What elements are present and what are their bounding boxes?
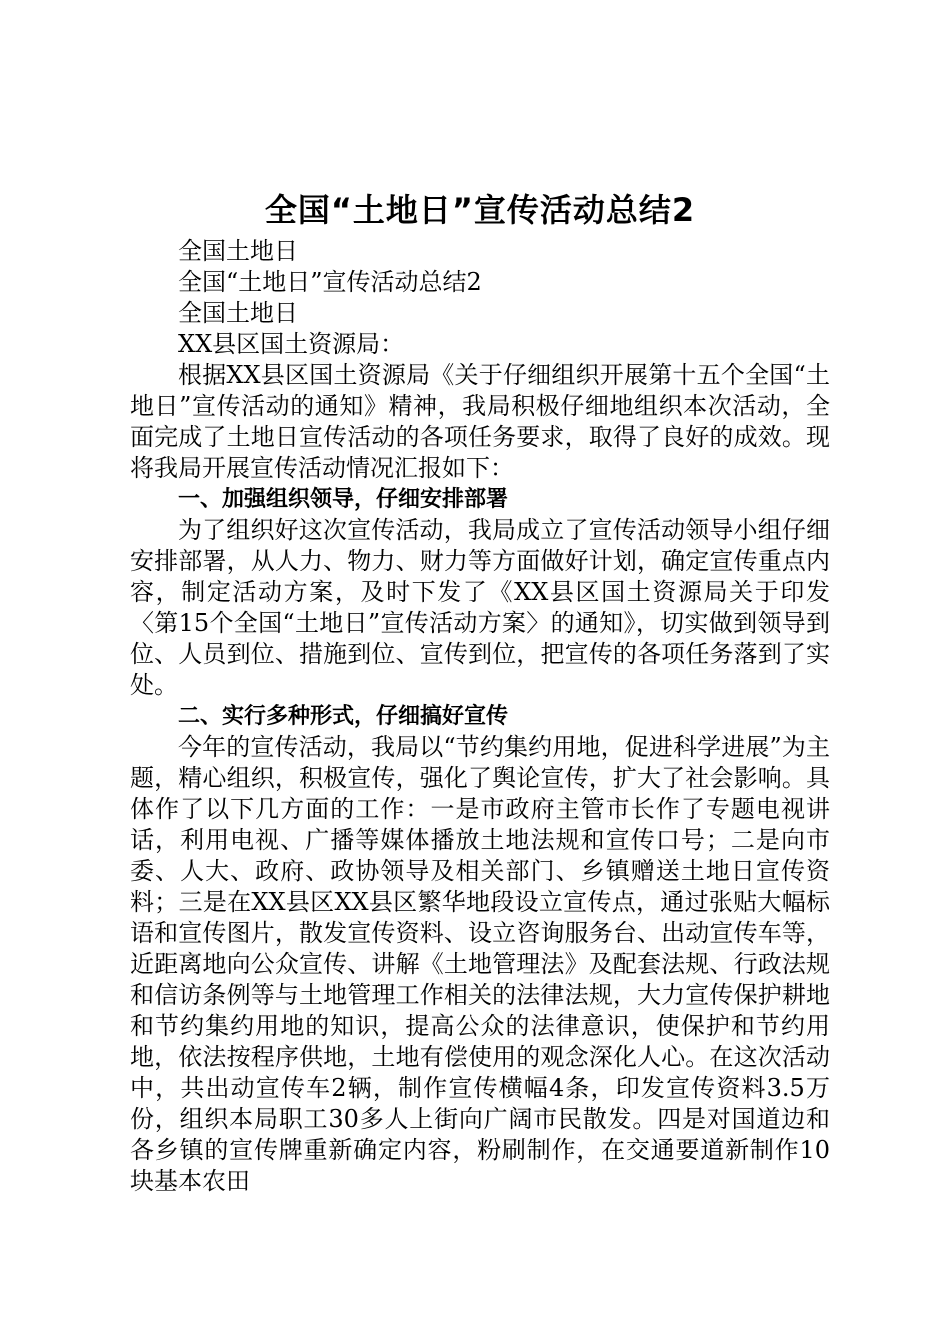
- document-page: [130, 186, 830, 1197]
- section-1-heading: 一、加强组织领导，仔细安排部署: [178, 487, 509, 512]
- text-line-3: 全国土地日: [178, 299, 298, 327]
- intro-paragraph: 根据XX县区国土资源局《关于仔细组织开展第十五个全国“土地日”宣传活动的通知》精神，我局积极仔细地组织本次活动，全面完成了土地日宣传活动的各项任务要求，取得了良好的成效。现将我局开展宣传活动情况汇报如下：: [130, 361, 830, 482]
- section-2-paragraph: 今年的宣传活动，我局以“节约集约用地，促进科学进展”为主题，精心组织，积极宣传，强化了舆论宣传，扩大了社会影响。具体作了以下几方面的工作：一是市政府主管市长作了专题电视讲话，利用电视、广播等媒体播放土地法规和宣传口号；二是向市委、人大、政府、政协领导及相关部门、乡镇赠送土地日宣传资料；三是在XX县区XX县区繁华地段设立宣传点，通过张贴大幅标语和宣传图片，散发宣传资料、设立咨询服务台、出动宣传车等，近距离地向公众宣传、讲解《土地管理法》及配套法规、行政法规和信访条例等与土地管理工作相关的法律法规，大力宣传保护耕地和节约集约用地的知识，提高公众的法律意识，使保护和节约用地，依法按程序供地，土地有偿使用的观念深化人心。在这次活动中，共出动宣传车2辆，制作宣传横幅4条，印发宣传资料3.5万份，组织本局职工30多人上街向广阔市民散发。四是对国道边和各乡镇的宣传牌重新确定内容，粉刷制作，在交通要道新制作10块基本农田: [130, 733, 830, 1195]
- section-2-heading: 二、实行多种形式，仔细搞好宣传: [178, 704, 509, 729]
- addressee-line: XX县区国土资源局：: [178, 330, 405, 358]
- text-line-2: 全国“土地日”宣传活动总结2: [178, 268, 482, 296]
- text-line-1: 全国土地日: [178, 237, 298, 265]
- section-1-paragraph: 为了组织好这次宣传活动，我局成立了宣传活动领导小组仔细安排部署，从人力、物力、财力等方面做好计划，确定宣传重点内容，制定活动方案，及时下发了《XX县区国土资源局关于印发〈第15个全国“土地日”宣传活动方案〉的通知》，切实做到领导到位、人员到位、措施到位、宣传到位，把宣传的各项任务落到了实处。: [130, 516, 830, 699]
- document-title: 全国“土地日”宣传活动总结2: [264, 191, 696, 229]
